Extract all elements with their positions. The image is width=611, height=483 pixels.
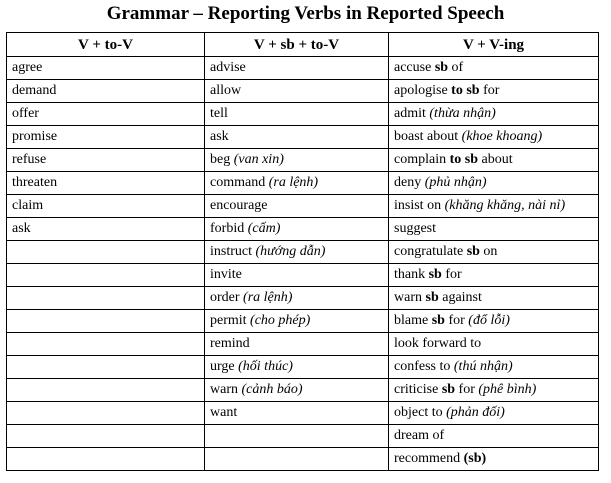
translation-note: (ra lệnh) (243, 290, 293, 305)
verb-text: urge (210, 359, 239, 374)
table-row (7, 287, 599, 310)
verb-text: accuse (394, 60, 435, 75)
table-cell-v-sb-to-v (205, 80, 389, 103)
verb-text: about (478, 152, 513, 167)
verb-text: demand (12, 83, 57, 98)
table-cell-v-sb-to-v (205, 402, 389, 425)
table-row (7, 333, 599, 356)
verb-text: recommend (394, 451, 464, 466)
table-cell-v-sb-to-v (205, 448, 389, 471)
table-cell-v-v-ing (389, 333, 599, 356)
object-marker: sb (431, 313, 445, 328)
verb-text: confess to (394, 359, 454, 374)
verb-text: warn (210, 382, 242, 397)
translation-note: (van xin) (233, 152, 284, 167)
verb-text: refuse (12, 152, 47, 167)
table-cell-v-v-ing (389, 425, 599, 448)
translation-note: (thừa nhận) (429, 106, 496, 121)
verb-text: warn (394, 290, 426, 305)
translation-note: (khoe khoang) (461, 129, 543, 144)
table-header-row (7, 33, 599, 57)
table-cell-v-v-ing (389, 448, 599, 471)
verb-text: advise (210, 60, 246, 75)
translation-note: (phản đối) (446, 405, 505, 420)
verb-text: ask (12, 221, 31, 236)
verb-text: on (479, 244, 498, 259)
verb-text: invite (210, 267, 242, 282)
table-cell-v-to-v (7, 172, 205, 195)
verb-text: boast about (394, 129, 462, 144)
verb-text: claim (12, 198, 44, 213)
verb-text: ask (210, 129, 229, 144)
verb-text: command (210, 175, 269, 190)
verb-text: congratulate (394, 244, 467, 259)
table-cell-v-sb-to-v (205, 264, 389, 287)
reporting-verbs-table (6, 32, 599, 471)
verb-text: allow (210, 83, 242, 98)
table-row (7, 126, 599, 149)
verb-text: look forward to (394, 336, 482, 351)
table-cell-v-v-ing (389, 195, 599, 218)
verb-text: complain (394, 152, 450, 167)
table-cell-v-to-v (7, 402, 205, 425)
table-row (7, 241, 599, 264)
object-marker: to sb (451, 83, 480, 98)
table-cell-v-sb-to-v (205, 333, 389, 356)
verb-text: against (438, 290, 482, 305)
verb-text: instruct (210, 244, 256, 259)
verb-text: apologise (394, 83, 452, 98)
table-cell-v-v-ing (389, 172, 599, 195)
translation-note: (hướng dẫn) (255, 244, 326, 259)
column-header-v-v-ing: V + V-ing (389, 33, 599, 57)
translation-note: (phủ nhận) (424, 175, 487, 190)
column-header-v-to-v: V + to-V (7, 33, 205, 57)
verb-text: suggest (394, 221, 436, 236)
translation-note: (thú nhận) (453, 359, 513, 374)
table-cell-v-to-v (7, 287, 205, 310)
table-row (7, 149, 599, 172)
object-marker: to sb (449, 152, 479, 167)
table-row (7, 310, 599, 333)
table-row (7, 218, 599, 241)
table-cell-v-v-ing (389, 126, 599, 149)
translation-note: (khăng khăng, nài nỉ) (444, 198, 566, 213)
table-row (7, 103, 599, 126)
table-cell-v-v-ing (389, 310, 599, 333)
table-cell-v-v-ing (389, 379, 599, 402)
table-cell-v-sb-to-v (205, 356, 389, 379)
table-cell-v-to-v (7, 448, 205, 471)
table-row (7, 425, 599, 448)
table-cell-v-to-v (7, 126, 205, 149)
table-row (7, 379, 599, 402)
verb-text: encourage (210, 198, 268, 213)
table-cell-v-v-ing (389, 218, 599, 241)
verb-text: insist on (394, 198, 445, 213)
verb-text: want (210, 405, 238, 420)
table-row (7, 356, 599, 379)
object-marker: sb (428, 267, 442, 282)
object-marker: sb (425, 290, 439, 305)
object-marker: sb (466, 244, 480, 259)
object-marker: sb (434, 60, 449, 75)
table-cell-v-to-v (7, 356, 205, 379)
table-cell-v-v-ing (389, 103, 599, 126)
translation-note: (đổ lỗi) (468, 313, 510, 328)
table-cell-v-sb-to-v (205, 172, 389, 195)
table-row (7, 195, 599, 218)
table-cell-v-to-v (7, 149, 205, 172)
table-cell-v-sb-to-v (205, 57, 389, 80)
table-row (7, 57, 599, 80)
verb-text: admit (394, 106, 430, 121)
table-cell-v-v-ing (389, 264, 599, 287)
table-row (7, 80, 599, 103)
verb-text: order (210, 290, 244, 305)
table-cell-v-sb-to-v (205, 310, 389, 333)
table-body (7, 57, 599, 471)
table-row (7, 448, 599, 471)
table-cell-v-v-ing (389, 287, 599, 310)
verb-text: offer (12, 106, 39, 121)
translation-note: (hối thúc) (238, 359, 293, 374)
verb-text: tell (210, 106, 228, 121)
column-header-v-sb-to-v: V + sb + to-V (205, 33, 389, 57)
verb-text: for (444, 313, 469, 328)
verb-text: remind (210, 336, 250, 351)
table-cell-v-to-v (7, 57, 205, 80)
table-cell-v-to-v (7, 103, 205, 126)
verb-text: dream of (394, 428, 445, 443)
table-cell-v-v-ing (389, 356, 599, 379)
object-marker: (sb) (463, 451, 487, 466)
table-cell-v-to-v (7, 379, 205, 402)
verb-text: for (455, 382, 479, 397)
table-cell-v-v-ing (389, 149, 599, 172)
table-cell-v-to-v (7, 333, 205, 356)
verb-text: object to (394, 405, 447, 420)
verb-text: deny (394, 175, 425, 190)
object-marker: sb (441, 382, 456, 397)
table-cell-v-v-ing (389, 402, 599, 425)
verb-text: agree (12, 60, 43, 75)
table-cell-v-sb-to-v (205, 425, 389, 448)
table-cell-v-sb-to-v (205, 287, 389, 310)
table-cell-v-sb-to-v (205, 379, 389, 402)
verb-text: thank (394, 267, 429, 282)
table-row (7, 402, 599, 425)
translation-note: (phê bình) (478, 382, 537, 397)
table-cell-v-sb-to-v (205, 126, 389, 149)
table-cell-v-sb-to-v (205, 149, 389, 172)
verb-text: for (479, 83, 500, 98)
verb-text: blame (394, 313, 432, 328)
table-cell-v-v-ing (389, 57, 599, 80)
translation-note: (cấm) (247, 221, 281, 236)
table-cell-v-to-v (7, 241, 205, 264)
table-cell-v-to-v (7, 80, 205, 103)
verb-text: beg (210, 152, 234, 167)
page-title: Grammar – Reporting Verbs in Reported Speech (106, 3, 505, 24)
verb-text: threaten (12, 175, 58, 190)
table-cell-v-to-v (7, 264, 205, 287)
verb-text: criticise (394, 382, 442, 397)
translation-note: (ra lệnh) (268, 175, 319, 190)
verb-text: permit (210, 313, 251, 328)
translation-note: (cảnh báo) (241, 382, 303, 397)
verb-text: forbid (210, 221, 248, 236)
table-row (7, 172, 599, 195)
table-cell-v-sb-to-v (205, 103, 389, 126)
verb-text: of (448, 60, 464, 75)
verb-text: for (441, 267, 462, 282)
table-cell-v-to-v (7, 195, 205, 218)
table-cell-v-sb-to-v (205, 241, 389, 264)
table-row (7, 264, 599, 287)
table-cell-v-to-v (7, 425, 205, 448)
table-cell-v-to-v (7, 310, 205, 333)
table-cell-v-sb-to-v (205, 218, 389, 241)
table-cell-v-sb-to-v (205, 195, 389, 218)
table-cell-v-v-ing (389, 241, 599, 264)
translation-note: (cho phép) (250, 313, 311, 328)
table-cell-v-v-ing (389, 80, 599, 103)
verb-text: promise (12, 129, 58, 144)
table-cell-v-to-v (7, 218, 205, 241)
